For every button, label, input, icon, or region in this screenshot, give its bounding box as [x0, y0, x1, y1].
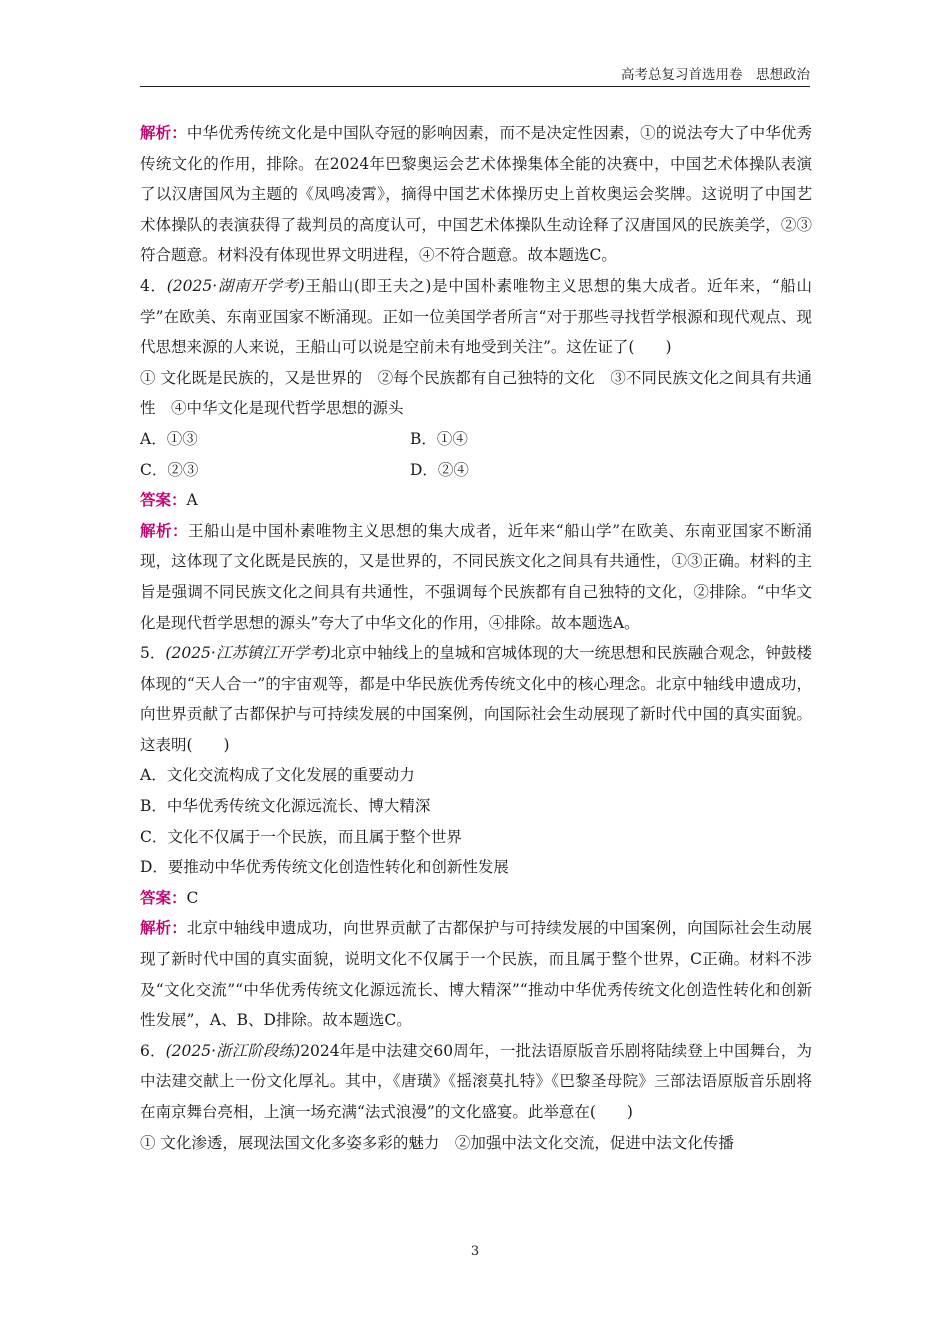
- analysis-label: 解析：: [140, 520, 188, 540]
- page-content: [140, 118, 812, 1158]
- option-a: A．①③: [140, 429, 198, 448]
- q4-stem: [140, 271, 812, 363]
- question-source: (2025·湖南开学考): [166, 276, 305, 295]
- q3-analysis: [140, 118, 812, 271]
- analysis-text: 中华优秀传统文化是中国队夺冠的影响因素，而不是决定性因素，①的说法夸大了中华优秀传统文化的作用，排除。在2024年巴黎奥运会艺术体操集体全能的决赛中，中国艺术体操队表演了以汉唐国风为主题的《凤鸣凌霄》，摘得中国艺术体操历史上首枚奥运会奖牌。这说明了中国艺术体操队的表演获得了裁判员的高度认可，中国艺术体操队生动诠释了汉唐国风的民族美学，②③符合题意。材料没有体现世界文明进程，④不符合题意。故本题选C。: [140, 124, 812, 265]
- question-source: (2025·江苏镇江开学考): [165, 644, 331, 663]
- option-d: D．②④: [410, 460, 469, 479]
- answer-value: A: [186, 491, 198, 510]
- answer-label: 答案：: [140, 887, 187, 907]
- q4-analysis: [140, 516, 812, 638]
- analysis-text: 北京中轴线申遗成功，向世界贡献了古都保护与可持续发展的中国案例，向国际社会生动展现了新时代中国的真实面貌，说明文化不仅属于一个民族，而且属于整个世界，C正确。材料不涉及“文化交流”“中华优秀传统文化源远流长、博大精深”“推动中华优秀传统文化创造性转化和创新性发展”，A、B、D排除。故本题选C。: [140, 919, 812, 1030]
- q4-statements: ① 文化既是民族的，又是世界的 ②每个民族都有自己独特的文化 ③不同民族文化之间具有共通性 ④中华文化是现代哲学思想的源头: [140, 368, 812, 418]
- answer-value: C: [186, 888, 199, 907]
- question-number: 5．: [140, 644, 166, 663]
- q5-answer: [140, 883, 812, 914]
- q6-statements: ① 文化渗透，展现法国文化多姿多彩的魅力 ②加强中法文化交流，促进中法文化传播: [140, 1133, 734, 1152]
- option-c: C．②③: [140, 460, 199, 479]
- question-number: 6．: [140, 1041, 166, 1060]
- analysis-text: 王船山是中国朴素唯物主义思想的集大成者，近年来“船山学”在欧美、东南亚国家不断涌现，这体现了文化既是民族的，又是世界的，不同民族文化之间具有共通性，①③正确。材料的主旨是强调不同民族文化之间具有共通性，不强调每个民族都有自己独特的文化，②排除。“中华文化是现代哲学思想的源头”夸大了中华文化的作用，④排除。故本题选A。: [140, 521, 812, 632]
- q4-options-row-1: [140, 424, 812, 455]
- q5-stem: [140, 638, 812, 760]
- q5-analysis: [140, 913, 812, 1035]
- q4-answer: [140, 485, 812, 516]
- page-number: 3: [470, 1244, 480, 1259]
- option-c: C．文化不仅属于一个民族，而且属于整个世界: [140, 827, 462, 846]
- question-number: 4．: [140, 276, 167, 295]
- option-a: A．文化交流构成了文化发展的重要动力: [140, 766, 415, 785]
- question-stem: 北京中轴线上的皇城和宫城体现的大一统思想和民族融合观念，钟鼓楼体现的“天人合一”的宇宙观等，都是中华民族优秀传统文化中的核心理念。北京中轴线申遗成功，向世界贡献了古都保护与可持续发展的中国案例，向国际社会生动展现了新时代中国的真实面貌。这表明( ): [140, 644, 812, 754]
- q4-options-row-2: [140, 455, 812, 486]
- option-b: B．中华优秀传统文化源远流长、博大精深: [140, 797, 431, 816]
- header-title: 高考总复习首选用卷 思想政治: [621, 67, 810, 83]
- answer-label: 答案：: [140, 490, 187, 510]
- question-stem: 2024年是中法建交60周年，一批法语原版音乐剧将陆续登上中国舞台，为中法建交献上一份文化厚礼。其中，《唐璜》《摇滚莫扎特》《巴黎圣母院》三部法语原版音乐剧将在南京舞台亮相，上演一场充满“法式浪漫”的文化盛宴。此举意在( ): [140, 1041, 813, 1121]
- option-b: B．①④: [410, 429, 468, 448]
- question-source: (2025·浙江阶段练): [165, 1041, 301, 1060]
- analysis-label: 解析：: [140, 918, 187, 938]
- option-d: D．要推动中华优秀传统文化创造性转化和创新性发展: [140, 858, 509, 877]
- page-header: [140, 66, 810, 87]
- analysis-label: 解析：: [140, 123, 187, 142]
- q6-stem: [140, 1036, 812, 1128]
- question-stem: 王船山(即王夫之)是中国朴素唯物主义思想的集大成者。近年来，“船山学”在欧美、东南亚国家不断涌现。正如一位美国学者所言“对于那些寻找哲学根源和现代观点、现代思想来源的人来说，王船山可以说是空前未有地受到关注”。这佐证了( ): [140, 276, 812, 357]
